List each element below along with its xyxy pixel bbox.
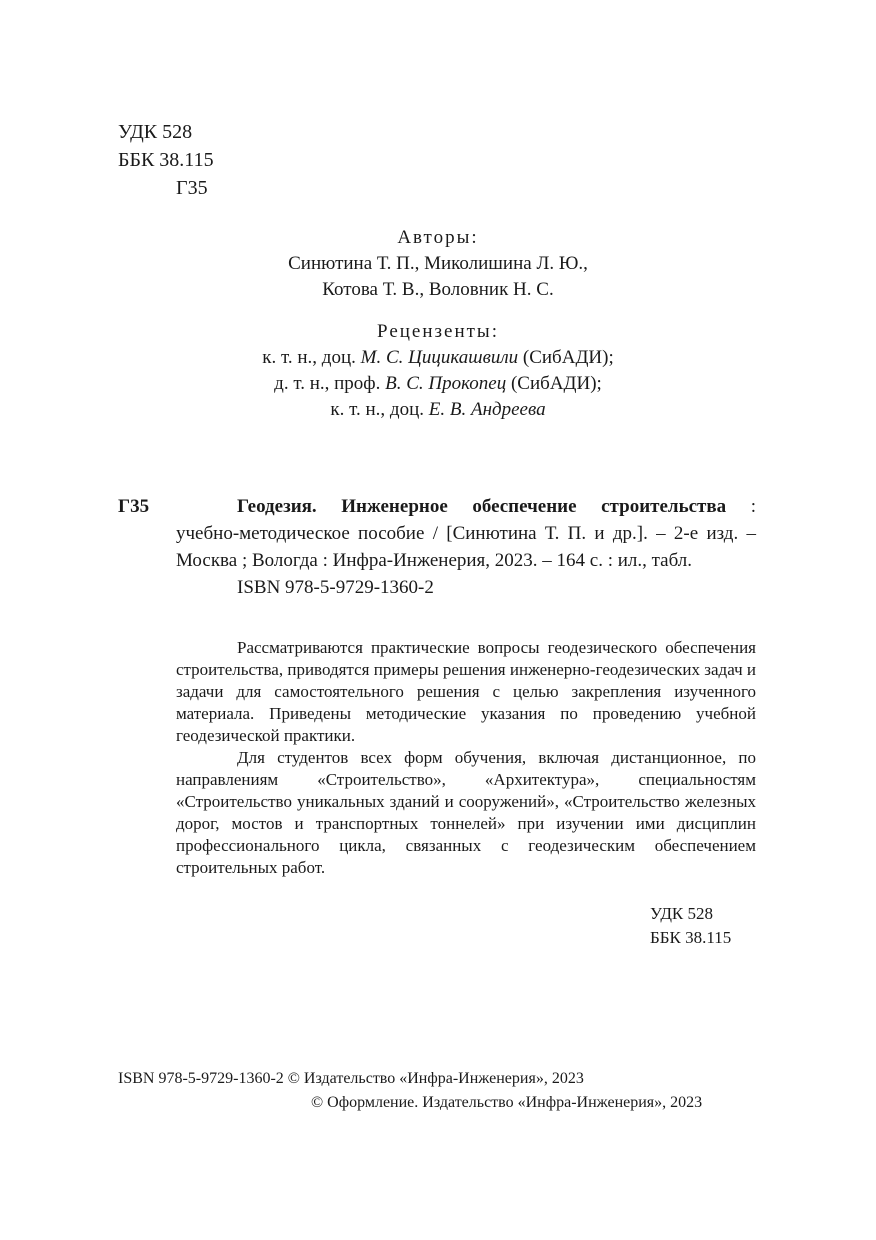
authors-line-1: Синютина Т. П., Миколишина Л. Ю., bbox=[288, 253, 588, 274]
reviewer-line bbox=[0, 345, 876, 371]
copyright-block bbox=[118, 1067, 702, 1115]
author-mark: Г35 bbox=[176, 177, 208, 199]
footer-classification bbox=[650, 902, 731, 950]
annotation-paragraph: Рассматриваются практические вопросы геодезического обеспечения строительства, приводятся примеры решения инженерно-геодезических задач и задачи для самостоятельного решения с целью закрепления изученного материала. Приведены методические указания по проведению учебной геодезической практики. bbox=[176, 638, 756, 745]
copyright-line-1 bbox=[118, 1067, 702, 1091]
reviewer-degree: к. т. н., доц. bbox=[330, 399, 424, 420]
footer-bbk: ББК 38.115 bbox=[650, 928, 732, 947]
bbk-code: ББК 38.115 bbox=[118, 149, 214, 171]
title-colon: : bbox=[750, 496, 756, 517]
udk-code: УДК 528 bbox=[118, 121, 193, 143]
reviewer-affiliation: (СибАДИ); bbox=[510, 373, 602, 394]
authors-heading: Авторы: bbox=[397, 227, 479, 248]
design-copyright: © Оформление. Издательство «Инфра-Инженерия», 2023 bbox=[311, 1094, 703, 1111]
reviewers-block bbox=[0, 319, 876, 423]
catalog-entry bbox=[176, 493, 756, 601]
copyright-isbn: ISBN 978-5-9729-1360-2 bbox=[118, 1070, 284, 1087]
reviewer-line bbox=[0, 371, 876, 397]
reviewer-name: М. С. Цицикашвили bbox=[360, 347, 519, 368]
reviewer-name: В. С. Прокопец bbox=[385, 373, 507, 394]
authors-line-2: Котова Т. В., Воловник Н. С. bbox=[322, 279, 554, 300]
footer-udk: УДК 528 bbox=[650, 904, 714, 923]
reviewer-degree: д. т. н., проф. bbox=[274, 373, 381, 394]
annotation bbox=[176, 637, 756, 879]
reviewer-name: Е. В. Андреева bbox=[428, 399, 546, 420]
reviewers-heading: Рецензенты: bbox=[377, 321, 499, 342]
book-title: Геодезия. Инженерное обеспечение строительства bbox=[237, 496, 727, 517]
publisher-copyright: © Издательство «Инфра-Инженерия», 2023 bbox=[287, 1070, 584, 1087]
catalog-isbn: ISBN 978-5-9729-1360-2 bbox=[237, 577, 434, 598]
annotation-paragraph: Для студентов всех форм обучения, включая дистанционное, по направлениям «Строительство», «Архитектура», специальностям «Строительство уникальных зданий и сооружений», «Строительство железных дорог, мостов и транспортных тоннелей» при изучении ими дисциплин профессионального цикла, связанных с геодезическим обеспечением строительных работ. bbox=[176, 748, 756, 877]
catalog-code: Г35 bbox=[118, 496, 150, 517]
reviewer-line bbox=[0, 397, 876, 423]
catalog-description: учебно-методическое пособие / [Синютина Т. П. и др.]. – 2-е изд. – Москва ; Вологда : Инфра-Инженерия, 2023. – 164 с. : ил., табл. bbox=[176, 523, 756, 571]
catalog-title-line bbox=[176, 493, 756, 520]
reviewer-affiliation: (СибАДИ); bbox=[522, 347, 614, 368]
reviewer-degree: к. т. н., доц. bbox=[262, 347, 356, 368]
authors-block bbox=[0, 225, 876, 303]
classification-codes bbox=[118, 118, 214, 202]
